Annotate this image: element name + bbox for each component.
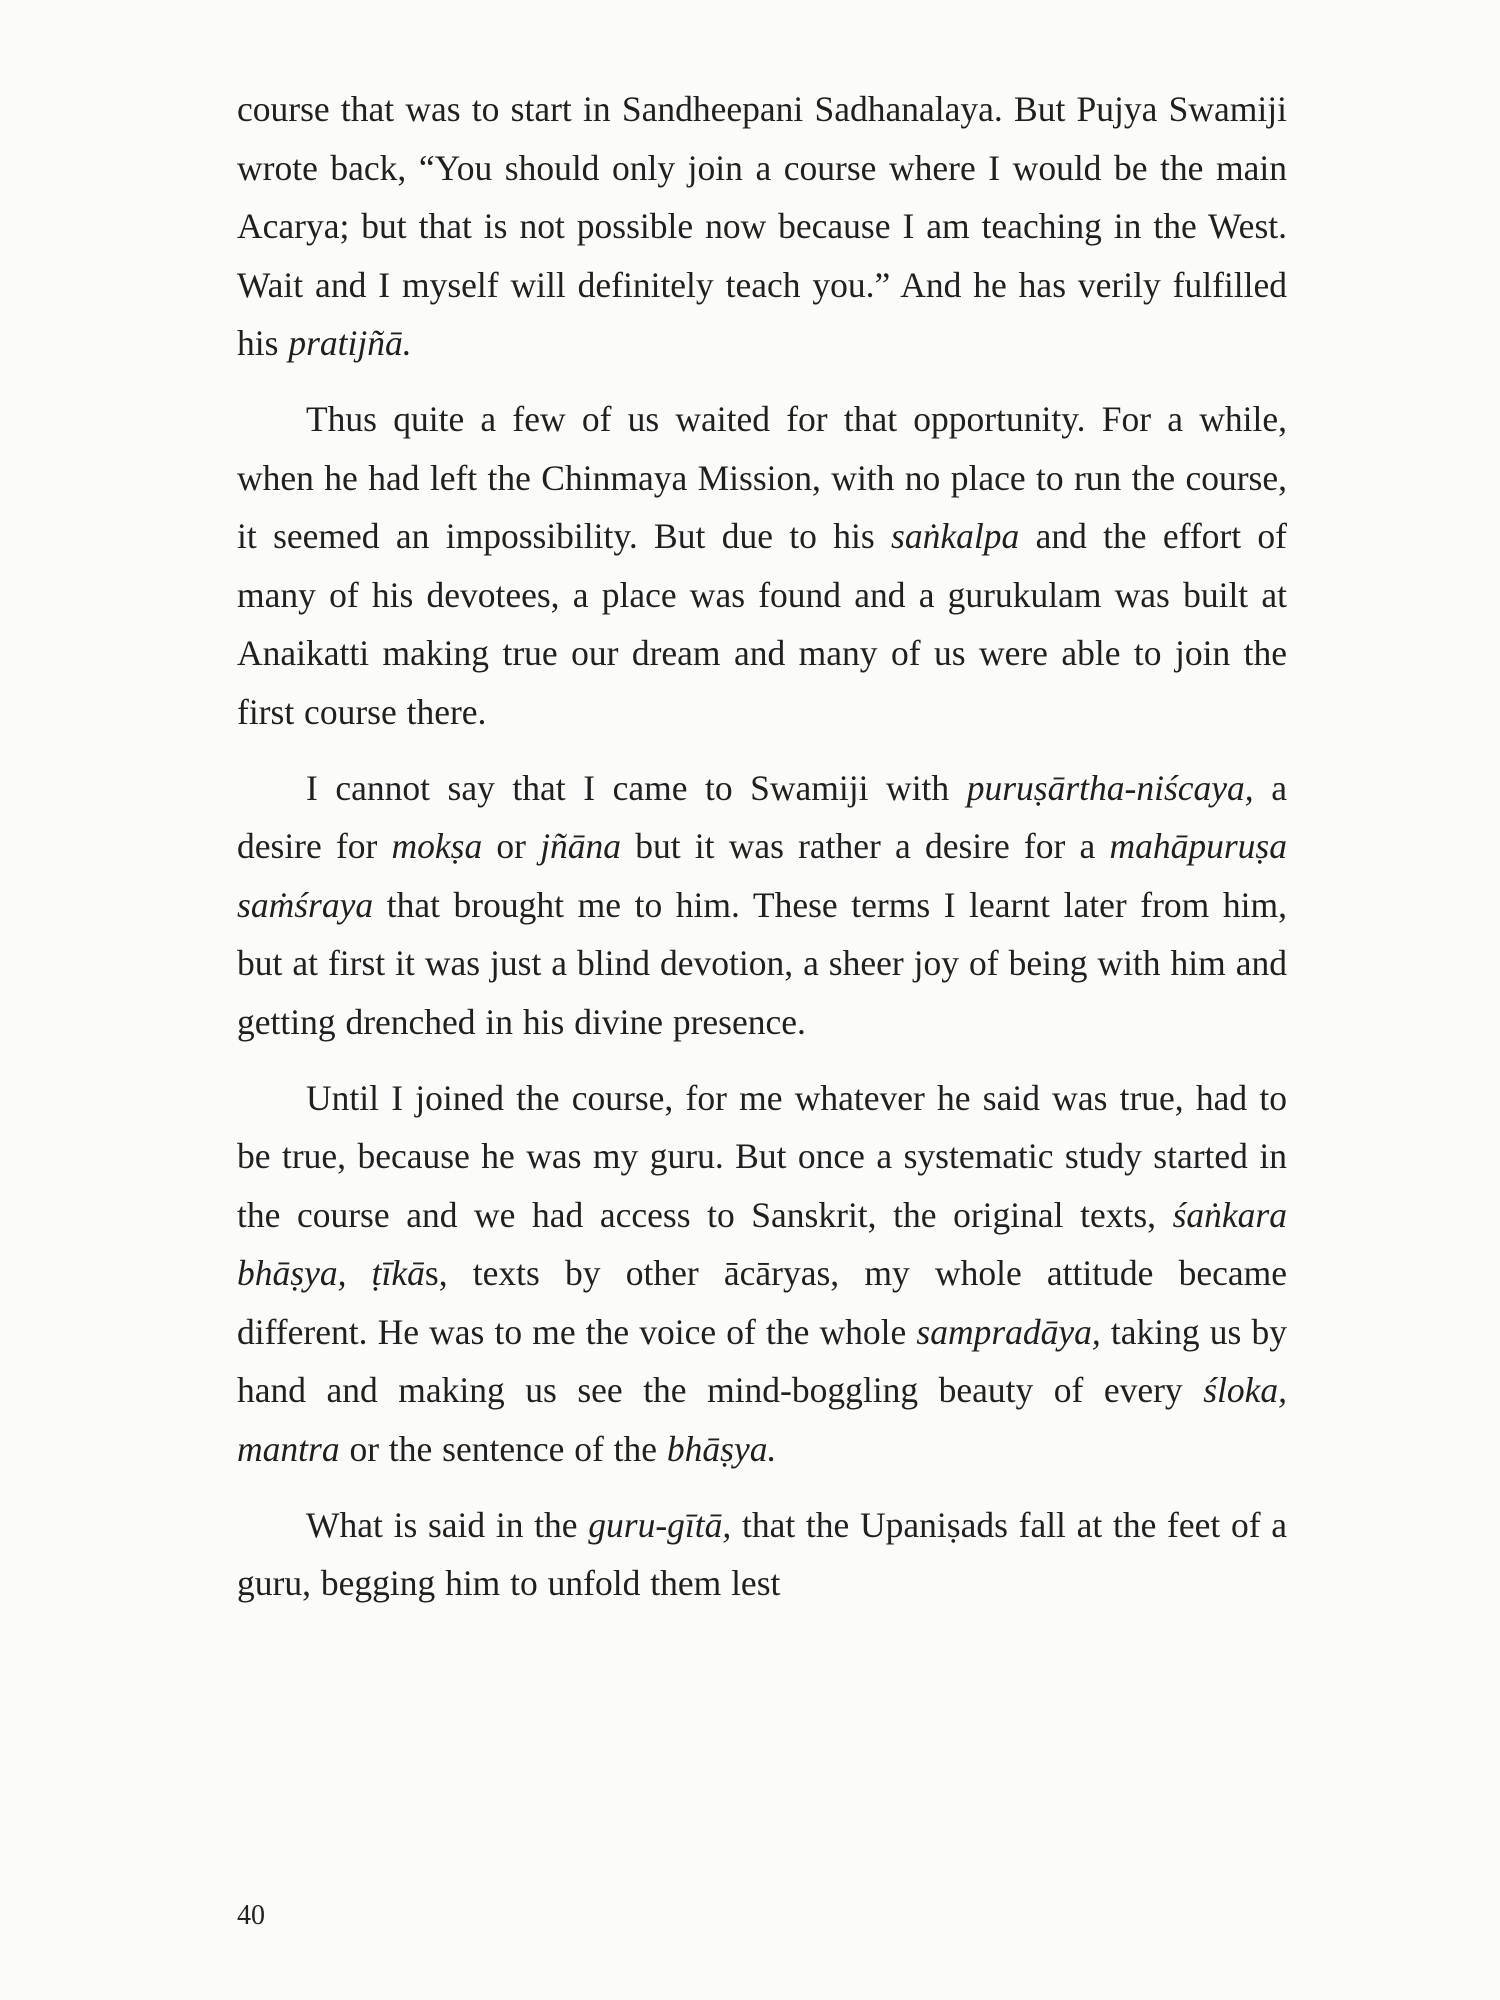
- italic-term: śaṅkara bhāṣya, ṭīkā: [237, 1194, 1287, 1294]
- paragraph-4: [237, 1069, 1287, 1479]
- paragraph-3: [237, 759, 1287, 1052]
- text-run: or the sentence of the: [339, 1429, 667, 1470]
- italic-term: jñāna: [540, 826, 622, 867]
- text-run: Until I joined the course, for me whatever he said was true, had to be true, because he was my guru. But once a systematic study started in the course and we had access to Sanskrit, the original texts,: [237, 1077, 1287, 1235]
- text-run: and the effort of many of his devotees, a place was found and a gurukulam was built at Anaikatti making true our dream and many of us were able to join the first course there.: [237, 516, 1287, 732]
- text-run: a desire for: [237, 767, 1287, 867]
- paragraph-1: [237, 80, 1287, 373]
- text-run: but it was rather a desire for a: [621, 826, 1110, 867]
- italic-term: sampradāya,: [916, 1311, 1101, 1352]
- italic-term: bhāṣya.: [666, 1429, 777, 1470]
- text-run: that the Upaniṣads fall at the feet of a guru, begging him to unfold them lest: [237, 1504, 1287, 1604]
- text-run: Thus quite a few of us waited for that opportunity. For a while, when he had left the Chinmaya Mission, with no place to run the course, it seemed an impossibility. But due to his: [237, 398, 1287, 557]
- text-run: What is said in the: [306, 1504, 589, 1545]
- text-run: I cannot say that I came to Swamiji with: [306, 767, 967, 808]
- paragraph-2: [237, 390, 1287, 742]
- text-run: or: [482, 826, 541, 867]
- italic-term: guru-gītā,: [588, 1504, 732, 1545]
- italic-term: mokṣa: [391, 826, 483, 867]
- italic-term: mahāpuruṣa saṁśraya: [237, 826, 1287, 925]
- italic-term: puruṣārtha-niścaya,: [966, 767, 1254, 808]
- italic-term: saṅkalpa: [891, 516, 1020, 557]
- italic-term: śloka, mantra: [237, 1370, 1287, 1470]
- paragraph-5: [237, 1496, 1287, 1613]
- text-run: course that was to start in Sandheepani Sadhanalaya. But Pujya Swamiji wrote back, “You should only join a course where I would be the main Acarya; but that is not possible now because I am teaching in the West. Wait and I myself will definitely teach you.” And he has verily fulfilled his: [237, 89, 1287, 364]
- text-run: s, texts by other ācāryas, my whole attitude became different. He was to me the voice of the whole: [237, 1253, 1287, 1352]
- text-run: that brought me to him. These terms I learnt later from him, but at first it was just a blind devotion, a sheer joy of being with him and getting drenched in his divine presence.: [237, 884, 1287, 1042]
- italic-term: pratijñā.: [288, 323, 412, 364]
- text-run: taking us by hand and making us see the mind-boggling beauty of every: [237, 1311, 1287, 1411]
- body-text: [237, 80, 1287, 1630]
- page-number: 40: [237, 1900, 265, 1931]
